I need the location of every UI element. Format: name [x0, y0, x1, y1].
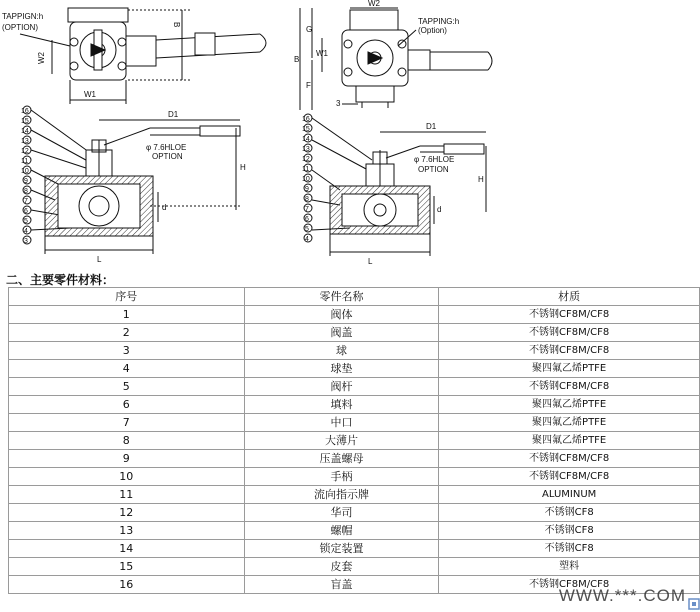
- callout-6: 6: [305, 216, 309, 223]
- row-part-name: 华司: [244, 504, 439, 522]
- callout-11: 11: [302, 166, 310, 173]
- row-material: 不锈钢CF8M/CF8: [439, 342, 700, 360]
- handle-option: OPTION: [152, 152, 183, 161]
- table-row: [9, 324, 700, 342]
- table-row: [9, 558, 700, 576]
- callout-6: 6: [24, 208, 28, 215]
- dim-b: B: [294, 55, 300, 64]
- tapping-label: TAPPIGN:h: [2, 12, 44, 21]
- section-view-left: [21, 106, 246, 264]
- row-number: 12: [9, 504, 245, 522]
- header-number: 序号: [9, 288, 245, 306]
- table-row: [9, 306, 700, 324]
- top-view-left: [2, 8, 266, 104]
- dim-l: L: [368, 257, 373, 266]
- table-row: [9, 360, 700, 378]
- callout-5: 5: [305, 226, 309, 233]
- row-number: 6: [9, 396, 245, 414]
- row-material: 不锈钢CF8M/CF8: [439, 576, 700, 594]
- row-part-name: 盲盖: [244, 576, 439, 594]
- callout-10: 10: [302, 176, 310, 183]
- table-row: [9, 414, 700, 432]
- row-material: 不锈钢CF8M/CF8: [439, 324, 700, 342]
- row-number: 4: [9, 360, 245, 378]
- callout-7: 7: [305, 206, 309, 213]
- row-number: 15: [9, 558, 245, 576]
- row-part-name: 皮套: [244, 558, 439, 576]
- row-part-name: 锁定装置: [244, 540, 439, 558]
- tapping-label: TAPPING:h: [418, 17, 460, 26]
- table-row: [9, 378, 700, 396]
- dim-d1: D1: [426, 122, 437, 131]
- dim-f: F: [306, 81, 311, 90]
- row-material: 不锈钢CF8: [439, 504, 700, 522]
- callout-9: 9: [305, 186, 309, 193]
- option-label: (OPTION): [2, 23, 38, 32]
- row-material: 塑料: [439, 558, 700, 576]
- row-part-name: 螺帽: [244, 522, 439, 540]
- callout-15: 15: [302, 126, 310, 133]
- row-number: 7: [9, 414, 245, 432]
- row-material: 不锈钢CF8M/CF8: [439, 468, 700, 486]
- callout-16: 16: [21, 108, 29, 115]
- row-part-name: 大薄片: [244, 432, 439, 450]
- row-material: 聚四氟乙烯PTFE: [439, 396, 700, 414]
- dim-h: H: [478, 175, 484, 184]
- table-header-row: [9, 288, 700, 306]
- row-material: 聚四氟乙烯PTFE: [439, 414, 700, 432]
- row-part-name: 填料: [244, 396, 439, 414]
- dim-l: L: [97, 255, 102, 264]
- callout-3: 3: [336, 99, 341, 108]
- header-part-name: 零件名称: [244, 288, 439, 306]
- dim-b: B: [172, 22, 181, 28]
- row-part-name: 球垫: [244, 360, 439, 378]
- dim-d: d: [437, 205, 442, 214]
- row-material: 不锈钢CF8M/CF8: [439, 378, 700, 396]
- dim-d1: D1: [168, 110, 179, 119]
- top-view-right: [294, 0, 492, 110]
- row-part-name: 手柄: [244, 468, 439, 486]
- row-number: 11: [9, 486, 245, 504]
- dim-h: H: [240, 163, 246, 172]
- row-part-name: 阀盖: [244, 324, 439, 342]
- row-number: 8: [9, 432, 245, 450]
- callout-4: 4: [305, 236, 309, 243]
- row-number: 9: [9, 450, 245, 468]
- table-row: [9, 468, 700, 486]
- callout-16: 16: [302, 116, 310, 123]
- table-row: [9, 432, 700, 450]
- callout-14: 14: [21, 128, 29, 135]
- row-number: 13: [9, 522, 245, 540]
- callout-13: 13: [21, 138, 29, 145]
- dim-w2: W2: [368, 0, 380, 8]
- technical-drawings: [0, 0, 700, 270]
- row-part-name: 压盖螺母: [244, 450, 439, 468]
- row-number: 10: [9, 468, 245, 486]
- handle-option: OPTION: [418, 165, 449, 174]
- dim-g: G: [306, 25, 313, 34]
- row-material: 聚四氟乙烯PTFE: [439, 360, 700, 378]
- row-part-name: 球: [244, 342, 439, 360]
- row-part-name: 阀杆: [244, 378, 439, 396]
- parts-material-table: [8, 287, 700, 594]
- row-material: ALUMINUM: [439, 486, 700, 504]
- callout-9: 9: [24, 178, 28, 185]
- callout-13: 13: [302, 146, 310, 153]
- table-row: [9, 522, 700, 540]
- callout-14: 14: [302, 136, 310, 143]
- section-title: 二、主要零件材料：: [6, 273, 115, 287]
- callout-15: 15: [21, 118, 29, 125]
- watermark-logo-icon: [688, 598, 700, 610]
- table-row: [9, 504, 700, 522]
- header-material: 材质: [439, 288, 700, 306]
- row-number: 14: [9, 540, 245, 558]
- callout-5: 5: [24, 218, 28, 225]
- row-number: 16: [9, 576, 245, 594]
- row-material: 聚四氟乙烯PTFE: [439, 432, 700, 450]
- callout-8: 8: [305, 196, 309, 203]
- callout-10: 10: [21, 168, 29, 175]
- table-row: [9, 486, 700, 504]
- dim-w1: W1: [84, 90, 96, 99]
- dim-w1: W1: [316, 49, 328, 58]
- row-number: 3: [9, 342, 245, 360]
- callout-12: 12: [302, 156, 310, 163]
- dim-w2: W2: [37, 52, 46, 64]
- handle-label: φ 7.6HLOE: [414, 155, 455, 164]
- table-row: [9, 396, 700, 414]
- option-label: (Option): [418, 26, 447, 35]
- row-number: 5: [9, 378, 245, 396]
- handle-label: φ 7.6HLOE: [146, 143, 187, 152]
- dim-d: d: [162, 203, 167, 212]
- row-part-name: 中口: [244, 414, 439, 432]
- callout-3: 3: [24, 238, 28, 245]
- callout-4: 4: [24, 228, 28, 235]
- row-material: 不锈钢CF8: [439, 540, 700, 558]
- section-view-right: [302, 114, 486, 266]
- row-part-name: 阀体: [244, 306, 439, 324]
- callout-8: 8: [24, 188, 28, 195]
- table-row: [9, 342, 700, 360]
- row-material: 不锈钢CF8M/CF8: [439, 450, 700, 468]
- row-number: 1: [9, 306, 245, 324]
- callout-7: 7: [24, 198, 28, 205]
- callout-12: 12: [21, 148, 29, 155]
- callout-11: 11: [21, 158, 29, 165]
- table-row: [9, 450, 700, 468]
- row-material: 不锈钢CF8M/CF8: [439, 306, 700, 324]
- table-row: [9, 540, 700, 558]
- site-watermark: WWW.***.COM: [558, 586, 686, 605]
- row-material: 不锈钢CF8: [439, 522, 700, 540]
- row-part-name: 流向指示牌: [244, 486, 439, 504]
- row-number: 2: [9, 324, 245, 342]
